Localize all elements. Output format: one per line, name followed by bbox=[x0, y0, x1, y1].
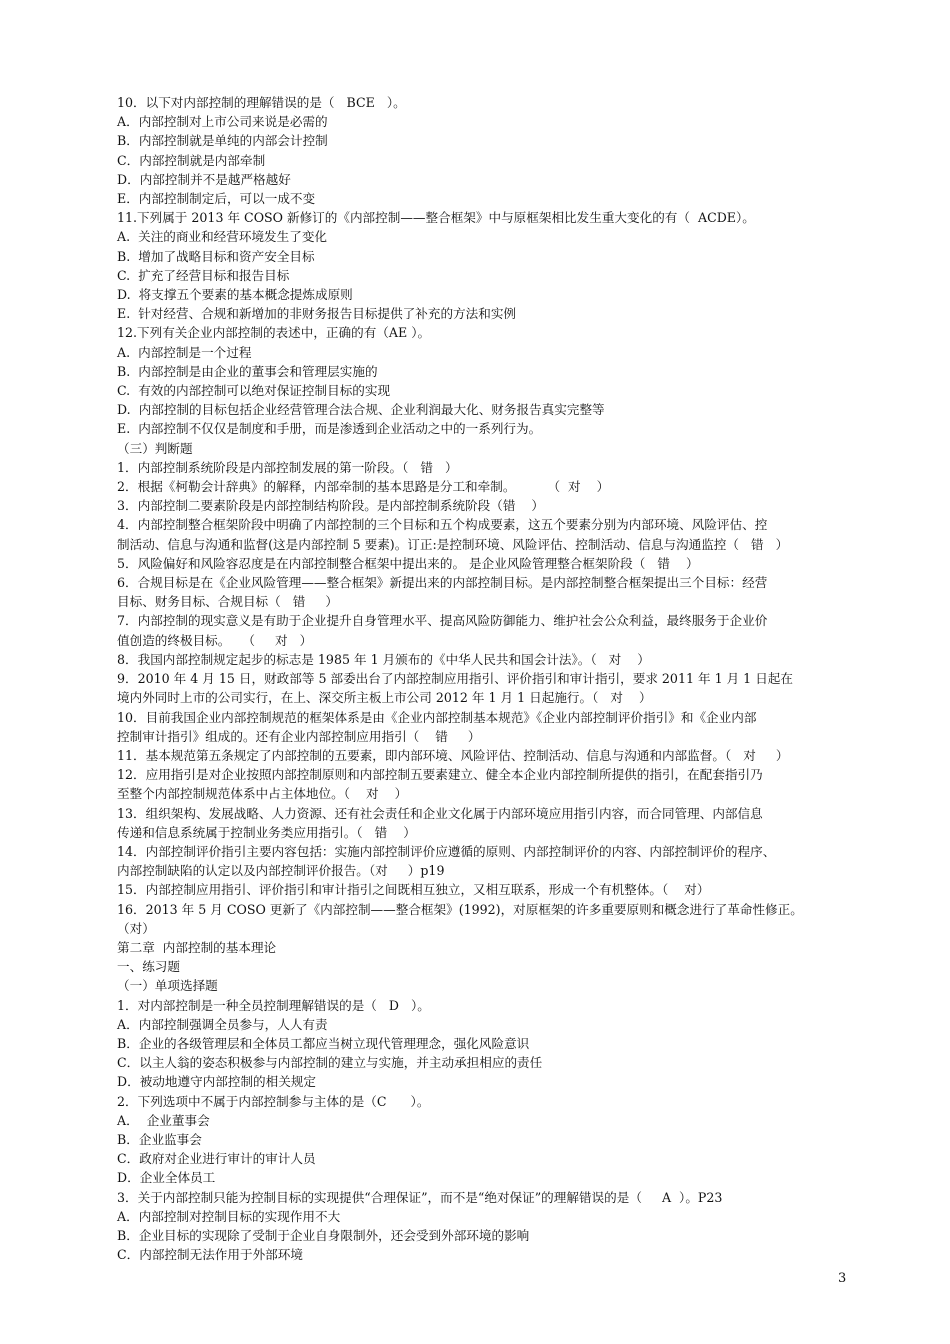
text-line: 6．合规目标是在《企业风险管理——整合框架》新提出来的内部控制目标。是内部控制整合框架提出三个目标：经营 bbox=[117, 575, 768, 591]
text-line: 10．目前我国企业内部控制规范的框架体系是由《企业内部控制基本规范》《企业内部控制评价指引》和《企业内部 bbox=[117, 709, 757, 725]
text-line: 7．内部控制的现实意义是有助于企业提升自身管理水平、提高风险防御能力、维护社会公众利益，最终服务于企业价 bbox=[117, 613, 768, 629]
text-line: 8．我国内部控制规定起步的标志是 1985 年 1 月颁布的《中华人民共和国会计法》。（ 对 ） bbox=[117, 651, 650, 667]
text-line: 11.下列属于 2013 年 COSO 新修订的《内部控制——整合框架》中与原框架相比发生重大变化的有（ ACDE）。 bbox=[117, 210, 755, 226]
text-line: 1．内部控制系统阶段是内部控制发展的第一阶段。（ 错 ） bbox=[117, 459, 458, 475]
text-line: B. 内部控制是由企业的董事会和管理层实施的 bbox=[117, 363, 378, 379]
text-line: 至整个内部控制规范体系中占主体地位。（ 对 ） bbox=[117, 786, 408, 802]
text-line: 境内外同时上市的公司实行，在上、深交所主板上市公司 2012 年 1 月 1 日起施行。（ 对 ） bbox=[117, 690, 652, 706]
text-line: A. 内部控制是一个过程 bbox=[117, 344, 252, 360]
text-line: 13．组织架构、发展战略、人力资源、还有社会责任和企业文化属于内部环境应用指引内容，而合同管理、内部信息 bbox=[117, 805, 763, 821]
text-line: 目标、财务目标、合规目标（ 错 ） bbox=[117, 594, 338, 610]
text-line: 5．风险偏好和风险容忍度是在内部控制整合框架中提出来的。 是企业风险管理整合框架阶段（ 错 ） bbox=[117, 555, 699, 571]
text-line: D. 内部控制的目标包括企业经营管理合法合规、企业利润最大化、财务报告真实完整等 bbox=[117, 402, 605, 418]
text-line: 15．内部控制应用指引、评价指引和审计指引之间既相互独立，又相互联系，形成一个有机整体。（ 对） bbox=[117, 882, 710, 898]
text-line: 10．以下对内部控制的理解错误的是（ BCE ）。 bbox=[117, 95, 406, 110]
text-line: 2．下列选项中不属于内部控制参与主体的是（C ）。 bbox=[117, 1093, 430, 1109]
text-line: A．内部控制对控制目标的实现作用不大 bbox=[117, 1208, 341, 1224]
text-line: 14．内部控制评价指引主要内容包括：实施内部控制评价应遵循的原则、内部控制评价的内容、内部控制评价的程序、 bbox=[117, 843, 776, 859]
text-line: C．以主人翁的姿态积极参与内部控制的建立与实施，并主动承担相应的责任 bbox=[117, 1055, 543, 1071]
text-line: 16．2013 年 5 月 COSO 更新了《内部控制——整合框架》(1992)，对原框架的许多重要原则和概念进行了革命性修正。 bbox=[117, 901, 803, 917]
text-line: 9．2010 年 4 月 15 日，财政部等 5 部委出台了内部控制应用指引、评价指引和审计指引，要求 2011 年 1 月 1 日起在 bbox=[117, 671, 793, 687]
text-line: C．政府对企业进行审计的审计人员 bbox=[117, 1151, 316, 1167]
text-line: 第二章 内部控制的基本理论 bbox=[117, 939, 277, 955]
text-line: C. 扩充了经营目标和报告目标 bbox=[117, 267, 290, 283]
text-line: E. 针对经营、合规和新增加的非财务报告目标提供了补充的方法和实例 bbox=[117, 306, 517, 322]
text-line: A．内部控制对上市公司来说是必需的 bbox=[117, 114, 328, 130]
text-line: A． 企业董事会 bbox=[117, 1112, 210, 1128]
text-line: 4．内部控制整合框架阶段中明确了内部控制的三个目标和五个构成要素，这五个要素分别为内部环境、风险评估、控 bbox=[117, 517, 768, 533]
text-line: 12．应用指引是对企业按照内部控制原则和内部控制五要素建立、健全本企业内部控制所提供的指引，在配套指引乃 bbox=[117, 767, 763, 783]
text-line: 3．关于内部控制只能为控制目标的实现提供“合理保证”，而不是“绝对保证”的理解错误的是（ A ）。P23 bbox=[117, 1189, 723, 1205]
text-line: 11．基本规范第五条规定了内部控制的五要素，即内部环境、风险评估、控制活动、信息与沟通和内部监督。（ 对 ） bbox=[117, 747, 789, 763]
text-line: B．企业监事会 bbox=[117, 1131, 202, 1147]
text-line: （一）单项选择题 bbox=[117, 978, 218, 994]
text-line: D．企业全体员工 bbox=[117, 1170, 216, 1186]
text-line: B．内部控制就是单纯的内部会计控制 bbox=[117, 133, 328, 149]
text-line: B. 增加了战略目标和资产安全目标 bbox=[117, 248, 315, 264]
page-number: 3 bbox=[838, 1271, 847, 1286]
text-line: 12.下列有关企业内部控制的表述中，正确的有（AE ）。 bbox=[117, 325, 431, 341]
text-line: 控制审计指引》组成的。还有企业内部控制应用指引（ 错 ） bbox=[117, 728, 481, 744]
text-line: B．企业的各级管理层和全体员工都应当树立现代管理理念，强化风险意识 bbox=[117, 1035, 530, 1051]
text-line: 3．内部控制二要素阶段是内部控制结构阶段。是内部控制系统阶段（错 ） bbox=[117, 498, 545, 514]
text-line: A. 关注的商业和经营环境发生了变化 bbox=[117, 229, 328, 245]
text-line: C．内部控制无法作用于外部环境 bbox=[117, 1247, 303, 1263]
text-line: （三）判断题 bbox=[117, 440, 193, 456]
text-line: 一、练习题 bbox=[117, 959, 180, 975]
text-line: D．内部控制并不是越严格越好 bbox=[117, 171, 291, 187]
text-line: D. 将支撑五个要素的基本概念提炼成原则 bbox=[117, 287, 353, 303]
text-line: B．企业目标的实现除了受制于企业自身限制外，还会受到外部环境的影响 bbox=[117, 1227, 530, 1243]
text-line: A．内部控制强调全员参与，人人有责 bbox=[117, 1016, 328, 1032]
text-line: 传递和信息系统属于控制业务类应用指引。（ 错 ） bbox=[117, 824, 416, 840]
text-line: C. 有效的内部控制可以绝对保证控制目标的实现 bbox=[117, 383, 391, 399]
text-line: C．内部控制就是内部牵制 bbox=[117, 152, 266, 168]
text-line: 制活动、信息与沟通和监督(这是内部控制 5 要素)。订正:是控制环境、风险评估、控制活动、信息与沟通监控（ 错 ） bbox=[117, 536, 789, 552]
text-line: D．被动地遵守内部控制的相关规定 bbox=[117, 1074, 317, 1090]
document-body bbox=[117, 93, 852, 1264]
text-line: E．内部控制制定后，可以一成不变 bbox=[117, 191, 316, 207]
text-line: 2．根据《柯勒会计辞典》的解释，内部牵制的基本思路是分工和牵制。 （ 对 ） bbox=[117, 479, 610, 495]
text-line: 1．对内部控制是一种全员控制理解错误的是（ D ）。 bbox=[117, 997, 430, 1013]
text-line: （对） bbox=[117, 920, 155, 936]
text-line: E. 内部控制不仅仅是制度和手册，而是渗透到企业活动之中的一系列行为。 bbox=[117, 421, 542, 437]
text-line: 内部控制缺陷的认定以及内部控制评价报告。（对 ）p19 bbox=[117, 863, 445, 879]
text-line: 值创造的终极目标。 （ 对 ） bbox=[117, 632, 313, 648]
